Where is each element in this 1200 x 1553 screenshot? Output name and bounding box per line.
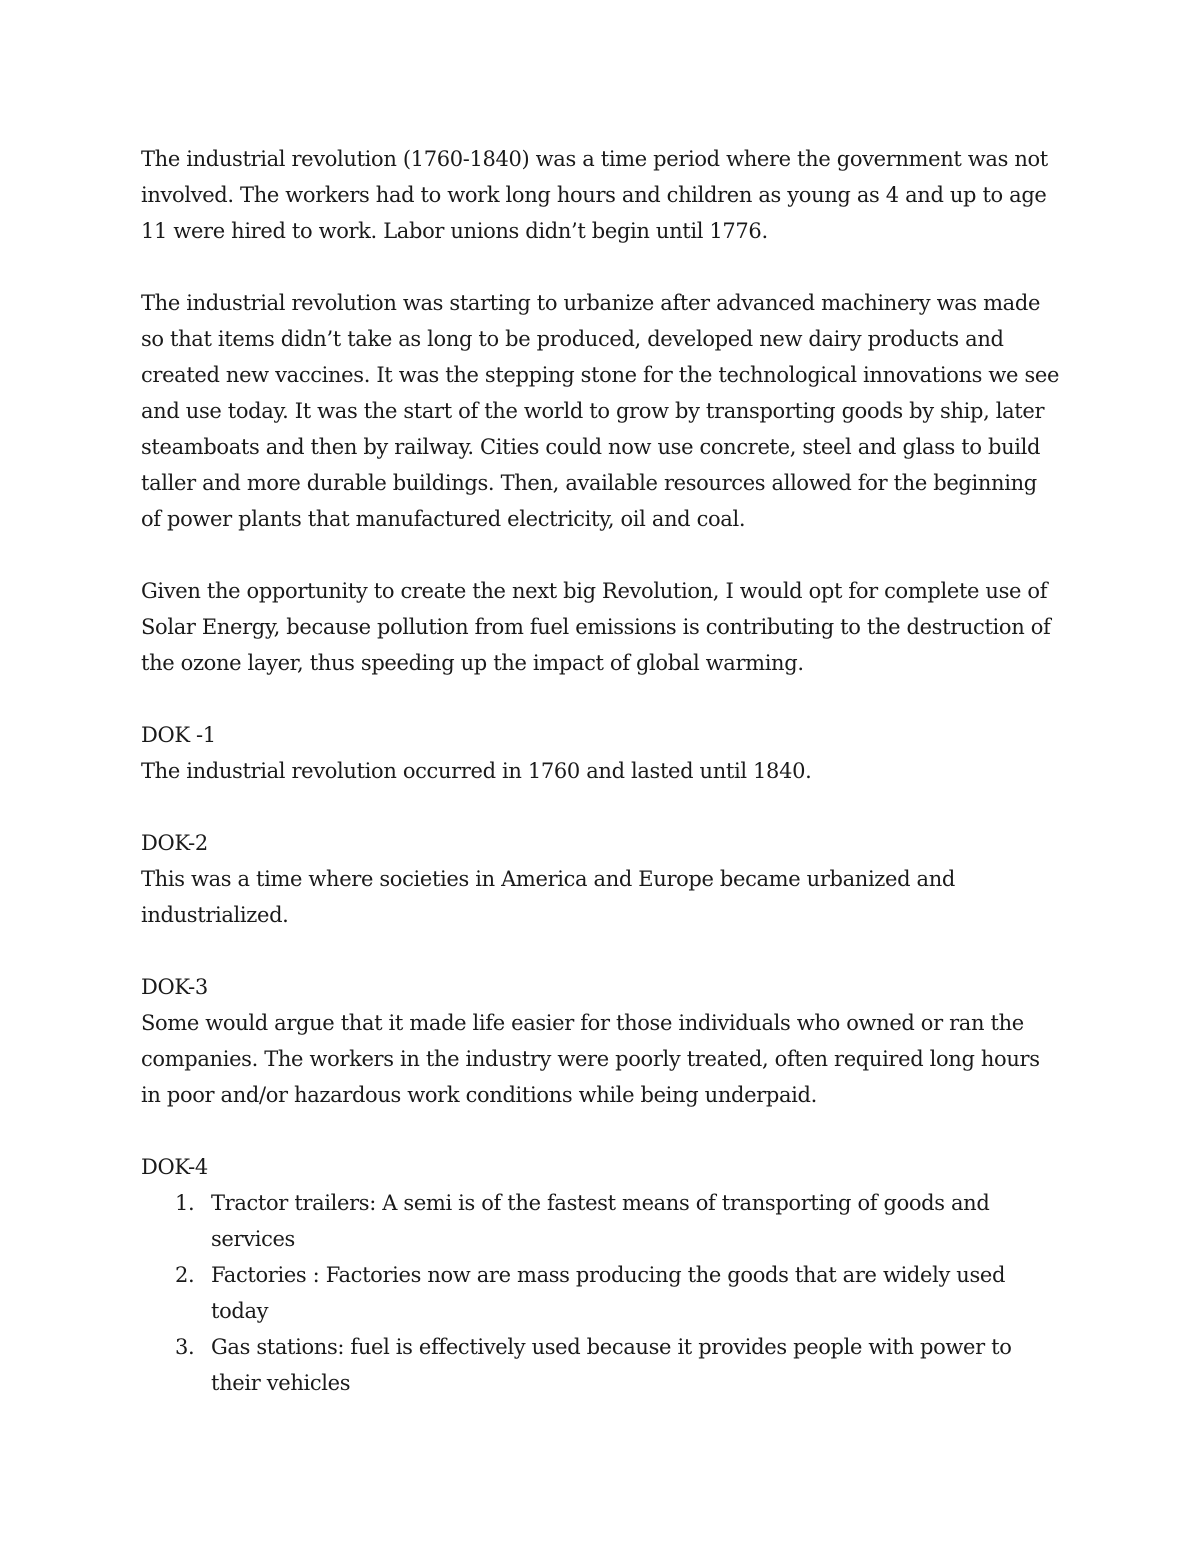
dok-2-section bbox=[141, 825, 1061, 933]
document-body bbox=[141, 141, 1061, 1437]
list-item bbox=[141, 1185, 1061, 1257]
dok-3-heading: DOK-3 bbox=[141, 975, 208, 999]
paragraph-intro: The industrial revolution (1760-1840) was a time period where the government was not involved. The workers had to work long hours and children as young as 4 and up to age 11 were hired to work. Labor unions didn’t begin until 1776. bbox=[141, 147, 1048, 243]
dok-4-section bbox=[141, 1149, 1061, 1401]
dok-3-section bbox=[141, 969, 1061, 1113]
list-item-number: 3. bbox=[175, 1335, 195, 1359]
list-item-text: Tractor trailers: A semi is of the fastest means of transporting of goods and services bbox=[211, 1191, 990, 1251]
paragraph-solar-energy: Given the opportunity to create the next big Revolution, I would opt for complete use of Solar Energy, because pollution from fuel emissions is contributing to the destruction of the ozone layer, thus speeding up the impact of global warming. bbox=[141, 579, 1051, 675]
list-item bbox=[141, 1329, 1061, 1401]
dok-2-text: This was a time where societies in America and Europe became urbanized and industrialized. bbox=[141, 867, 955, 927]
list-item-text: Gas stations: fuel is effectively used because it provides people with power to their vehicles bbox=[211, 1335, 1012, 1395]
list-item-number: 2. bbox=[175, 1263, 195, 1287]
dok-4-list bbox=[141, 1185, 1061, 1401]
dok-1-text: The industrial revolution occurred in 1760 and lasted until 1840. bbox=[141, 759, 812, 783]
paragraph-urbanization: The industrial revolution was starting to urbanize after advanced machinery was made so that items didn’t take as long to be produced, developed new dairy products and created new vaccines. It was the stepping stone for the technological innovations we see and use today. It was the start of the world to grow by transporting goods by ship, later steamboats and then by railway. Cities could now use concrete, steel and glass to build taller and more durable buildings. Then, available resources allowed for the beginning of power plants that manufactured electricity, oil and coal. bbox=[141, 291, 1060, 531]
list-item-number: 1. bbox=[175, 1191, 195, 1215]
dok-4-heading: DOK-4 bbox=[141, 1155, 208, 1179]
dok-1-heading: DOK -1 bbox=[141, 723, 216, 747]
dok-3-text: Some would argue that it made life easier for those individuals who owned or ran the companies. The workers in the industry were poorly treated, often required long hours in poor and/or hazardous work conditions while being underpaid. bbox=[141, 1011, 1040, 1107]
dok-1-section bbox=[141, 717, 1061, 789]
list-item bbox=[141, 1257, 1061, 1329]
list-item-text: Factories : Factories now are mass producing the goods that are widely used today bbox=[211, 1263, 1006, 1323]
dok-2-heading: DOK-2 bbox=[141, 831, 208, 855]
